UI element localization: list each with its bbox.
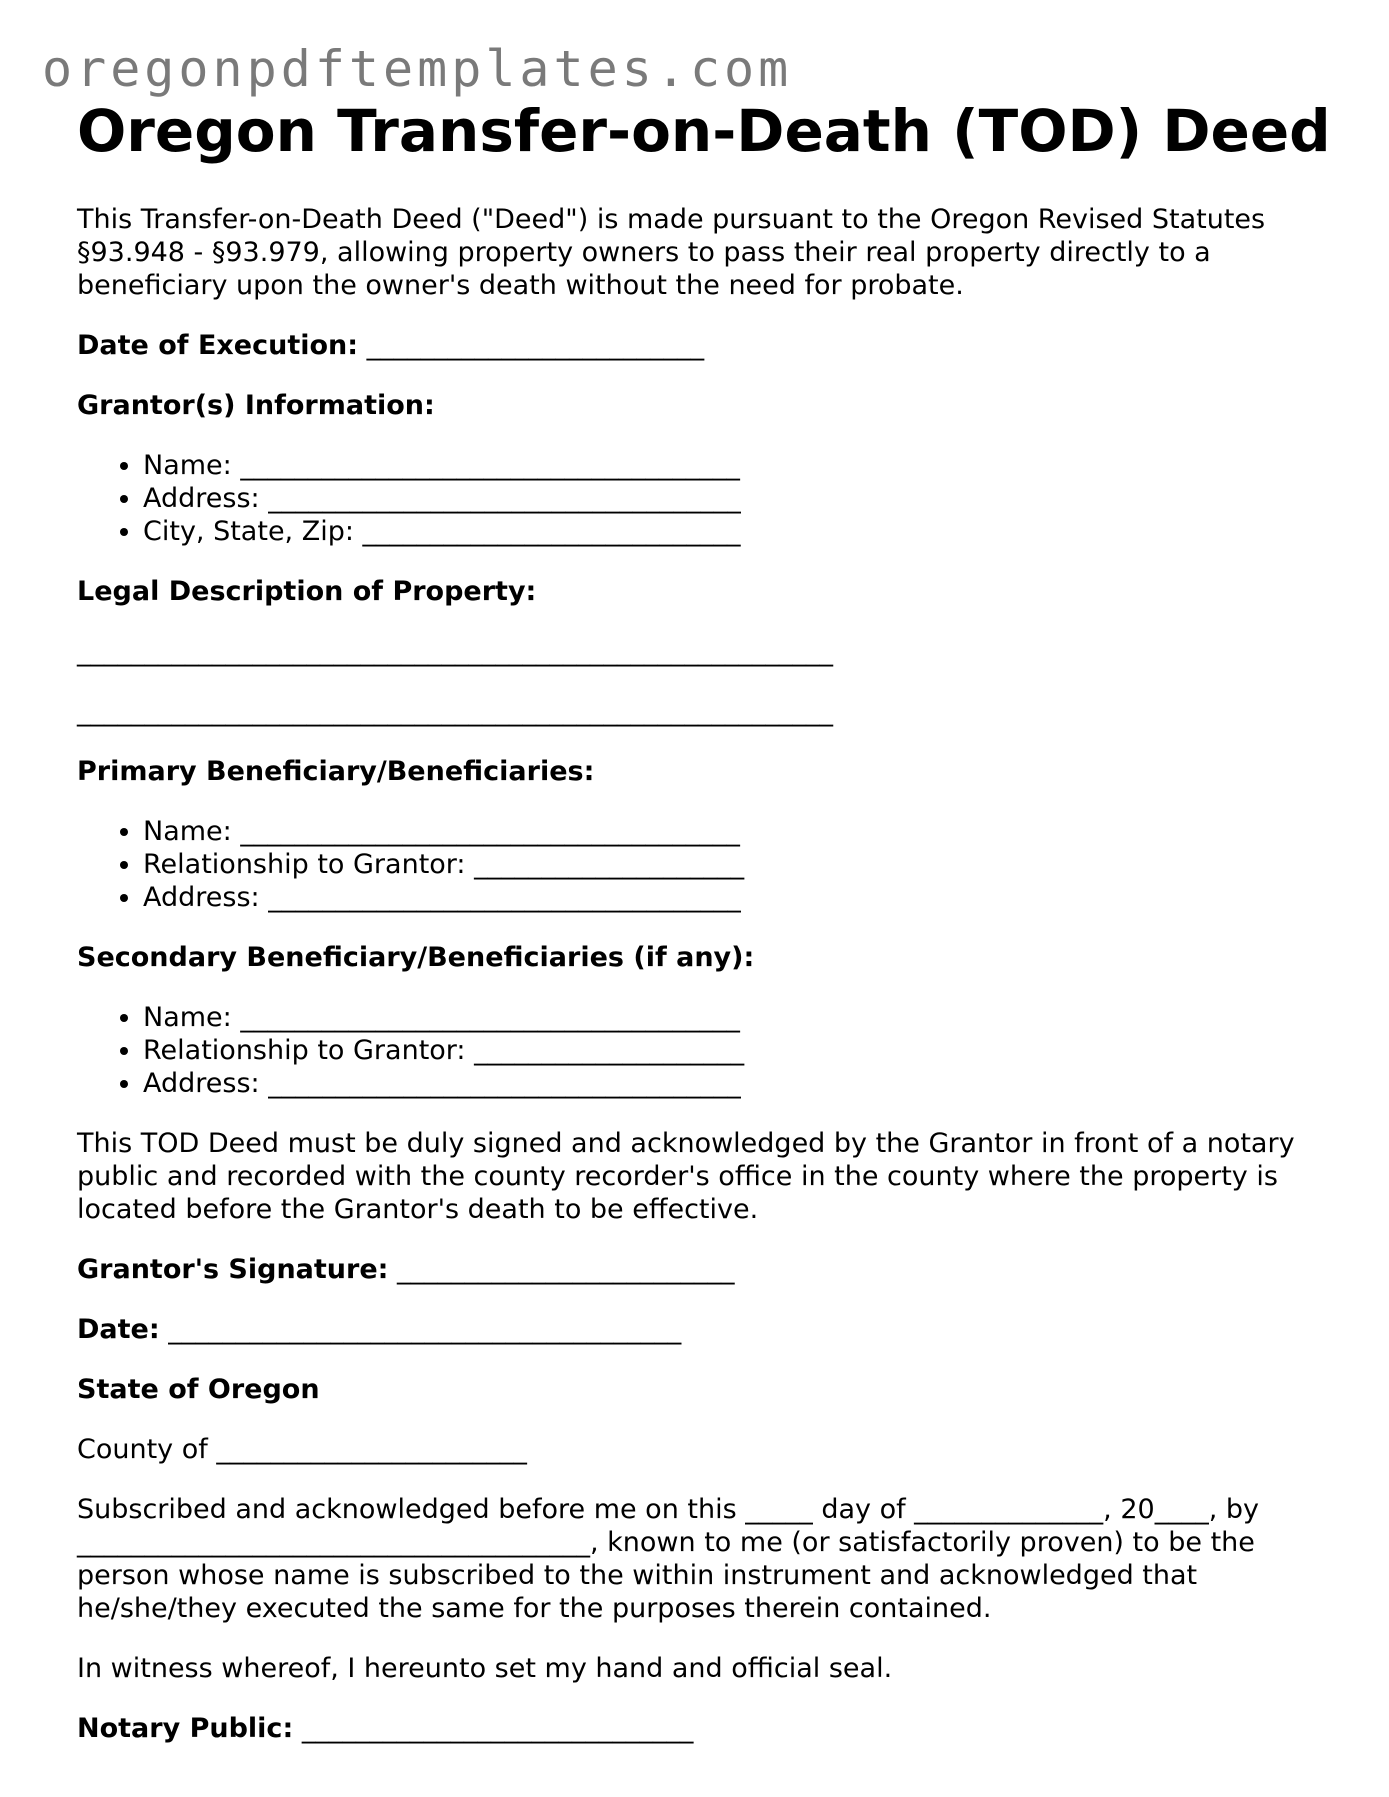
- primary-beneficiary-name-field[interactable]: • Name: _____________________________________: [143, 815, 1317, 848]
- legal-description-line-1[interactable]: ________________________________________________________: [77, 635, 833, 667]
- watermark: oregonpdftemplates.com: [42, 40, 793, 98]
- primary-beneficiary-address-field[interactable]: • Address: ___________________________________: [143, 881, 1317, 914]
- secondary-beneficiary-name-field[interactable]: • Name: _____________________________________: [143, 1001, 1317, 1034]
- grantor-signature-field: [77, 1253, 1317, 1286]
- county-field[interactable]: County of _______________________: [77, 1433, 527, 1465]
- acknowledgment-paragraph: Subscribed and acknowledged before me on this _____ day of ______________, 20____, by ______________________________________, known to me (or satisfactorily proven) to be the person whose name is subscribed to the within instrument and acknowledged that he/she/they executed the same for the purposes therein contained.: [77, 1493, 1259, 1624]
- date-of-execution-blank[interactable]: _________________________: [358, 329, 705, 361]
- notary-public-label: Notary Public:: [77, 1712, 294, 1744]
- date-of-execution-field: [77, 329, 1317, 362]
- document-body: [77, 97, 1331, 1745]
- document-title: Oregon Transfer-on-Death (TOD) Deed: [77, 97, 1331, 165]
- legal-description-heading: Legal Description of Property:: [77, 575, 537, 607]
- grantor-signature-blank[interactable]: _________________________: [388, 1253, 735, 1285]
- intro-paragraph: This Transfer-on-Death Deed ("Deed") is made pursuant to the Oregon Revised Statutes §93.948 - §93.979, allowing property owners to pass their real property directly to a beneficiary upon the owner's death without the need for probate.: [77, 203, 1266, 301]
- grantor-list: [77, 449, 1317, 548]
- secondary-beneficiary-address-field[interactable]: • Address: ___________________________________: [143, 1067, 1317, 1100]
- primary-beneficiary-heading: Primary Beneficiary/Beneficiaries:: [77, 755, 595, 787]
- signing-note-paragraph: This TOD Deed must be duly signed and acknowledged by the Grantor in front of a notary public and recorded with the county recorder's office in the county where the property is located before the Grantor's death to be effective.: [77, 1127, 1295, 1225]
- notary-public-blank[interactable]: _____________________________: [293, 1712, 694, 1744]
- primary-beneficiary-relationship-field[interactable]: • Relationship to Grantor: ____________________: [143, 848, 1317, 881]
- primary-beneficiary-list: [77, 815, 1317, 914]
- grantor-heading: Grantor(s) Information:: [77, 389, 435, 421]
- date-field: [77, 1313, 1317, 1346]
- grantor-name-field[interactable]: • Name: _____________________________________: [143, 449, 1317, 482]
- date-of-execution-label: Date of Execution:: [77, 329, 359, 361]
- grantor-city-state-zip-field[interactable]: • City, State, Zip: ____________________________: [143, 515, 1317, 548]
- witness-statement: In witness whereof, I hereunto set my hand and official seal.: [77, 1652, 893, 1684]
- secondary-beneficiary-relationship-field[interactable]: • Relationship to Grantor: ____________________: [143, 1034, 1317, 1067]
- secondary-beneficiary-heading: Secondary Beneficiary/Beneficiaries (if any):: [77, 941, 755, 973]
- date-blank[interactable]: ______________________________________: [159, 1313, 682, 1345]
- secondary-beneficiary-list: [77, 1001, 1317, 1100]
- state-heading: State of Oregon: [77, 1373, 320, 1405]
- legal-description-line-2[interactable]: ________________________________________________________: [77, 695, 833, 727]
- notary-public-field: [77, 1712, 1317, 1745]
- grantor-signature-label: Grantor's Signature:: [77, 1253, 389, 1285]
- grantor-address-field[interactable]: • Address: ___________________________________: [143, 482, 1317, 515]
- date-label: Date:: [77, 1313, 160, 1345]
